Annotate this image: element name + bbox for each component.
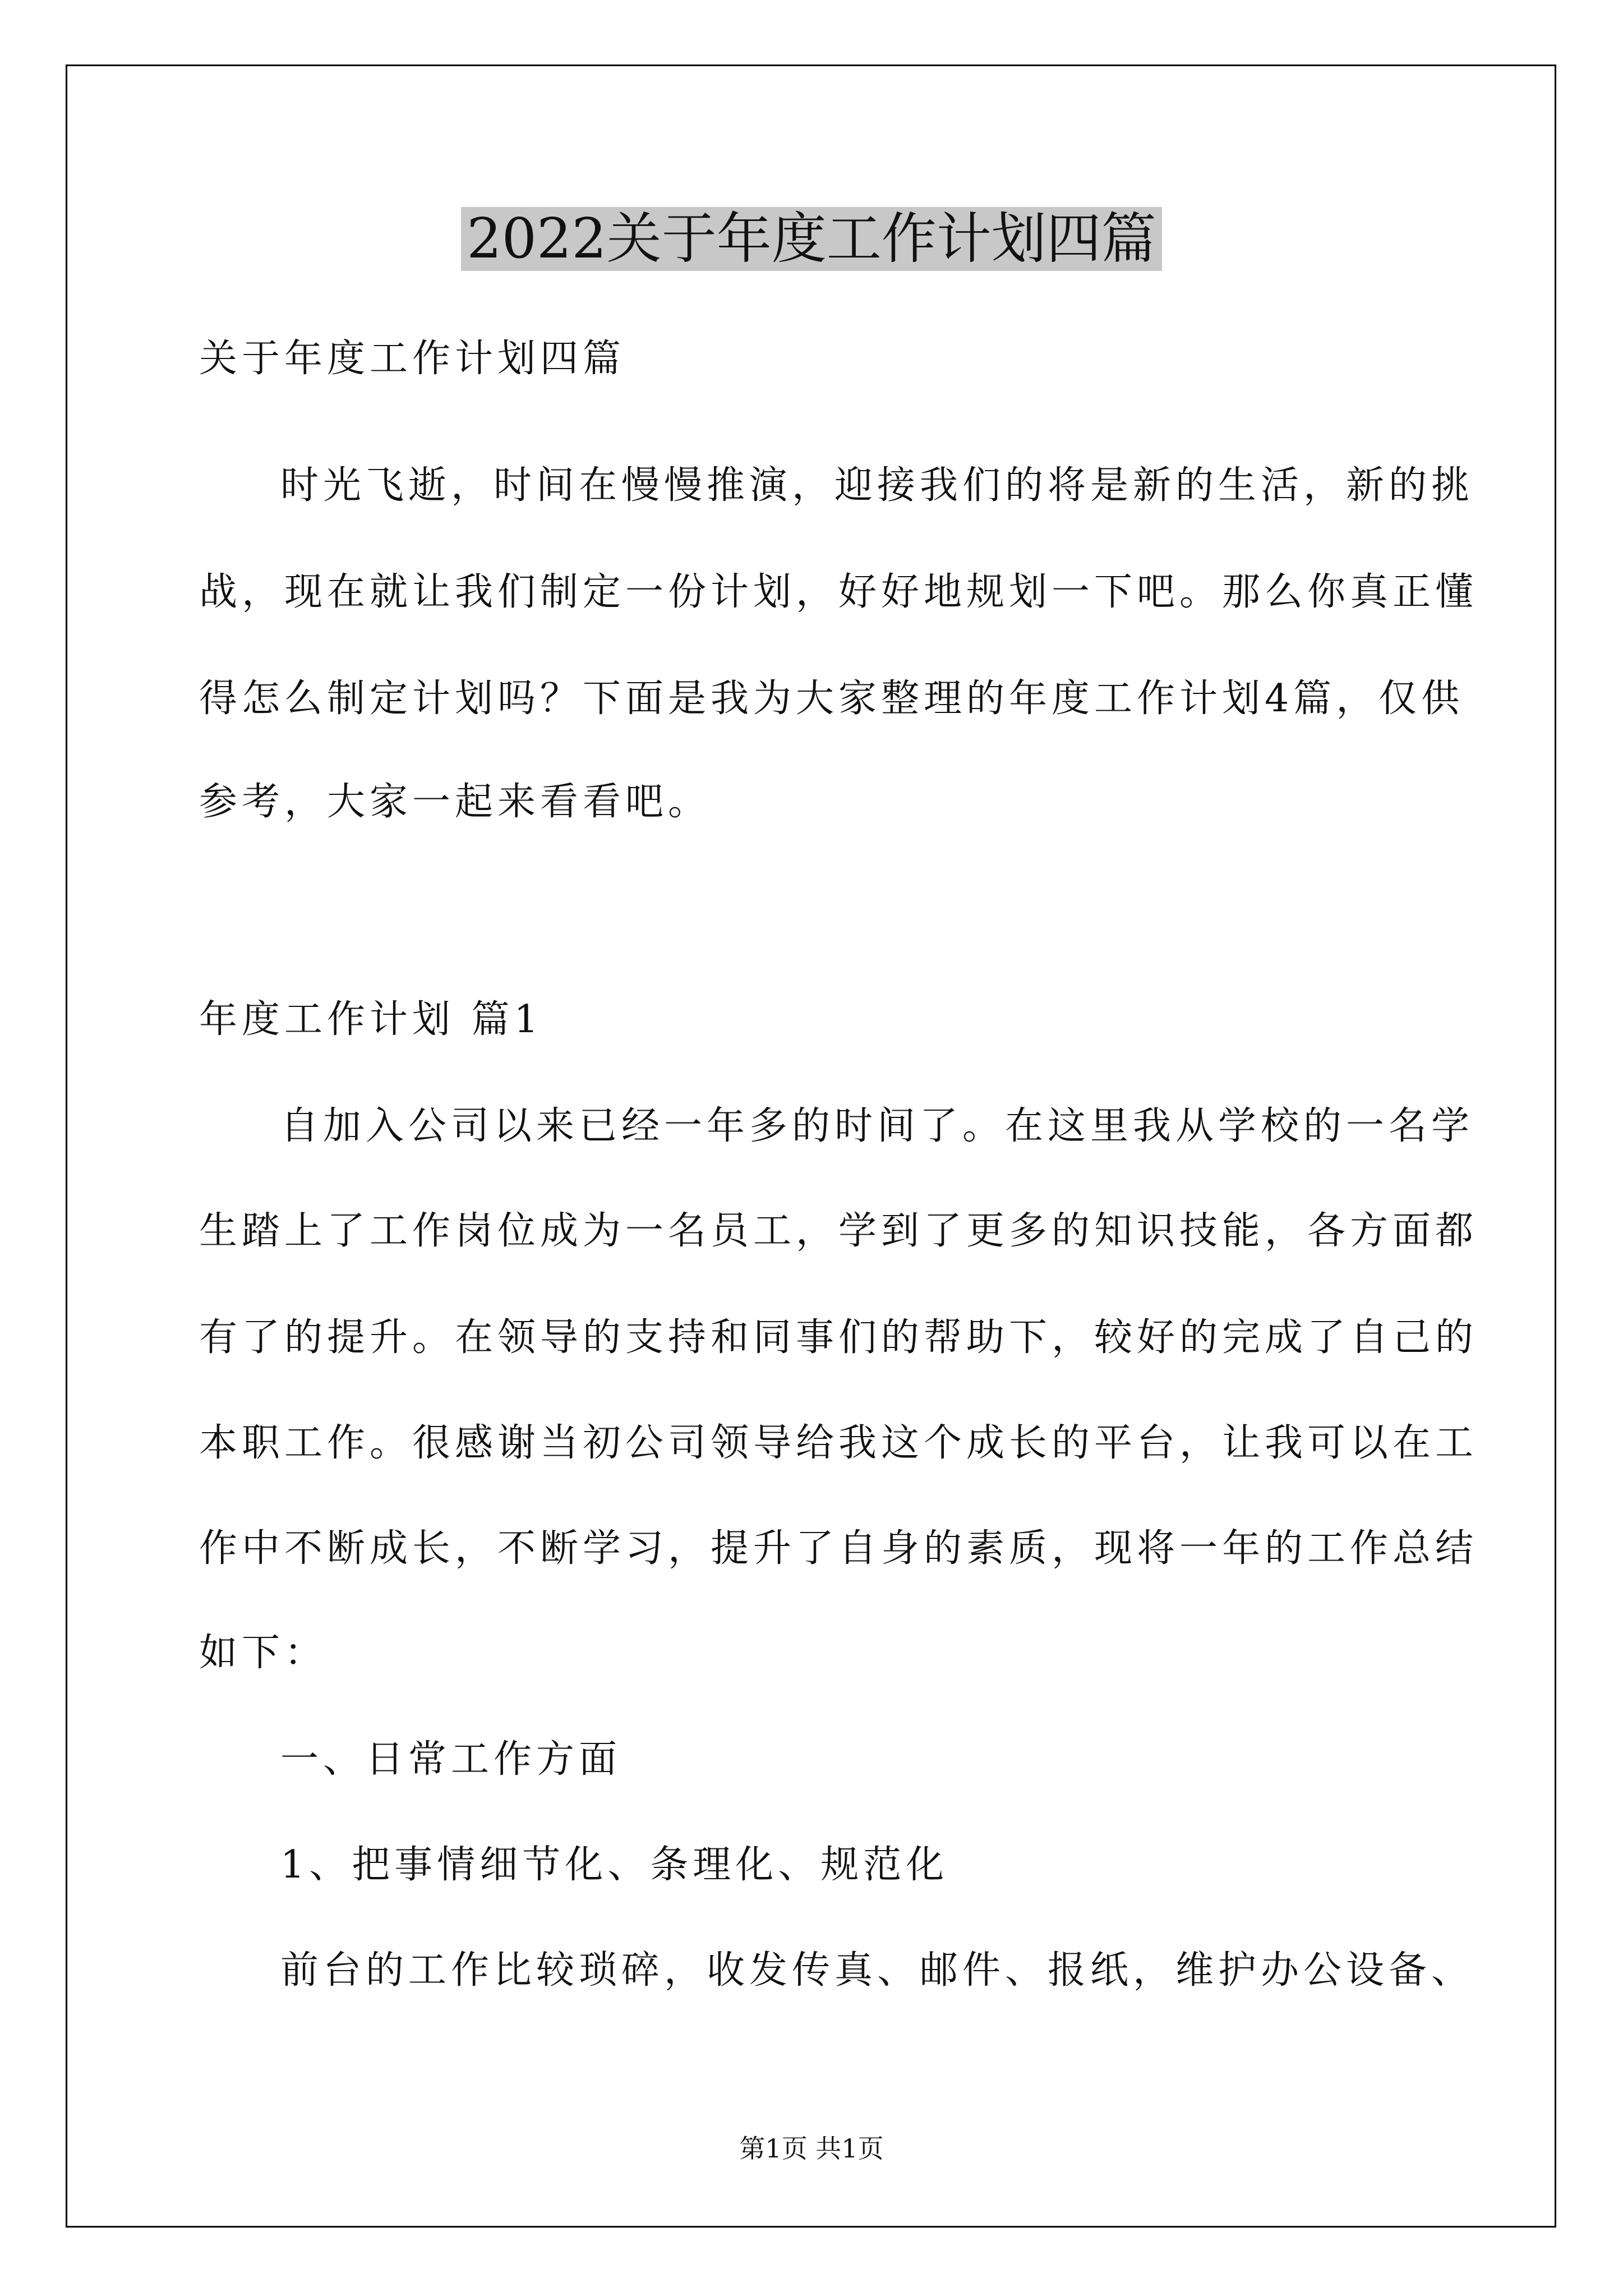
document-title xyxy=(0,200,1623,278)
paragraph-line: 战，现在就让我们制定一份计划，好好地规划一下吧。那么你真正懂 xyxy=(199,570,1478,614)
paragraph-line: 有了的提升。在领导的支持和同事们的帮助下，较好的完成了自己的 xyxy=(199,1315,1478,1360)
paragraph-line: 生踏上了工作岗位成为一名员工，学到了更多的知识技能，各方面都 xyxy=(199,1209,1478,1253)
paragraph-line: 时光飞逝，时间在慢慢推演，迎接我们的将是新的生活，新的挑 xyxy=(280,463,1474,508)
paragraph-line: 本职工作。很感谢当初公司领导给我这个成长的平台，让我可以在工 xyxy=(199,1421,1478,1465)
paragraph-line: 参考，大家一起来看看吧。 xyxy=(199,780,711,824)
paragraph-line: 得怎么制定计划吗？下面是我为大家整理的年度工作计划4篇，仅供 xyxy=(199,677,1464,721)
title-highlight: 2022关于年度工作计划四篇 xyxy=(461,207,1161,271)
paragraph-line: 前台的工作比较琐碎，收发传真、邮件、报纸，维护办公设备、 xyxy=(280,1948,1474,1993)
paragraph-line: 如下： xyxy=(199,1631,328,1675)
section-heading: 年度工作计划 篇1 xyxy=(199,997,543,1042)
page-footer: 第1页 共1页 xyxy=(739,2133,884,2164)
list-item-heading: 1、把事情细节化、条理化、规范化 xyxy=(280,1843,949,1887)
paragraph-line: 作中不断成长，不断学习，提升了自身的素质，现将一年的工作总结 xyxy=(199,1526,1478,1571)
paragraph-line: 自加入公司以来已经一年多的时间了。在这里我从学校的一名学 xyxy=(280,1104,1474,1148)
subsection-heading: 一、日常工作方面 xyxy=(280,1737,622,1782)
subtitle-line: 关于年度工作计划四篇 xyxy=(199,337,626,381)
